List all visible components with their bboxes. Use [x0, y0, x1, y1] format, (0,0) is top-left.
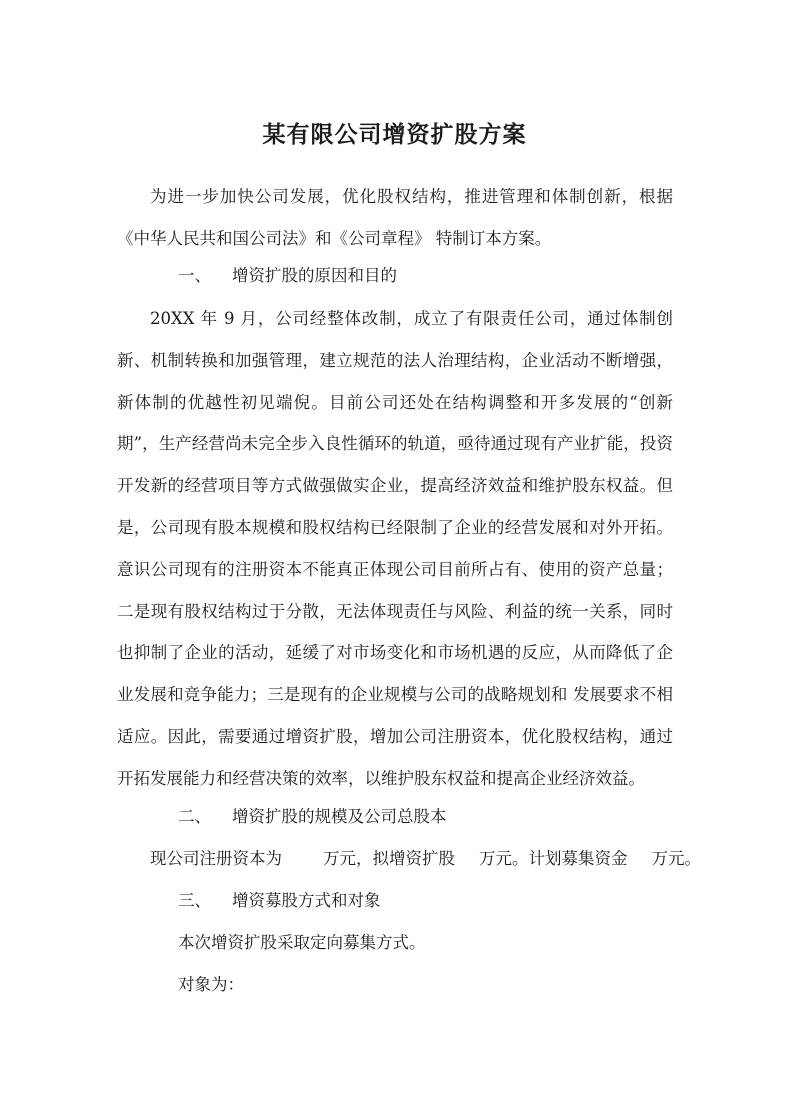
section-1-body: 20XX 年 9 月，公司经整体改制，成立了有限责任公司，通过体制创新、机制转换和加强管理，建立规范的法人治理结构，企业活动不断增强，新体制的优越性初见端倪。目前公司还处在结构调整和开多发展的“创新期”，生产经营尚未完全步入良性循环的轨道，亟待通过现有产业扩能，投资开发新的经营项目等方式做强做实企业，提高经济效益和维护股东权益。但是，公司现有股本规模和股权结构已经限制了企业的经营发展和对外开拓。意识公司现有的注册资本不能真正体现公司目前所占有、使用的资产总量；二是现有股权结构过于分散，无法体现责任与风险、利益的统一关系，同时也抑制了企业的活动，延缓了对市场变化和市场机遇的反应，从而降低了企业发展和竞争能力；三是现有的企业规模与公司的战略规划和 发展要求不相适应。因此，需要通过增资扩股，增加公司注册资本，优化股权结构，通过开拓发展能力和经营决策的效率，以维护股东权益和提高企业经济效益。 [117, 309, 673, 788]
section-heading-text: 增资募股方式和对象 [232, 891, 381, 910]
section-number: 三、 [178, 891, 211, 910]
capital-text-2: 万元，拟增资扩股 [323, 849, 455, 868]
section-heading-text: 增资扩股的原因和目的 [232, 266, 397, 285]
section-heading-3 [178, 886, 381, 916]
intro-paragraph: 为进一步加快公司发展，优化股权结构，推进管理和体制创新，根据《中华人民共和国公司法》和《公司章程》 特制订本方案。 [117, 187, 673, 248]
section-number: 二、 [178, 807, 211, 826]
section-heading-text: 增资扩股的规模及公司总股本 [232, 807, 447, 826]
document-title: 某有限公司增资扩股方案 [262, 121, 527, 148]
capital-text-1: 现公司注册资本为 [150, 849, 282, 868]
capital-line [150, 844, 701, 874]
section-heading-2 [178, 802, 447, 832]
section-heading-1 [178, 261, 397, 291]
target-line: 对象为： [178, 975, 244, 994]
method-line: 本次增资扩股采取定向募集方式。 [178, 933, 426, 952]
capital-text-4: 万元。 [651, 849, 701, 868]
capital-text-3: 万元。计划募集资金 [479, 849, 628, 868]
section-number: 一、 [178, 266, 211, 285]
